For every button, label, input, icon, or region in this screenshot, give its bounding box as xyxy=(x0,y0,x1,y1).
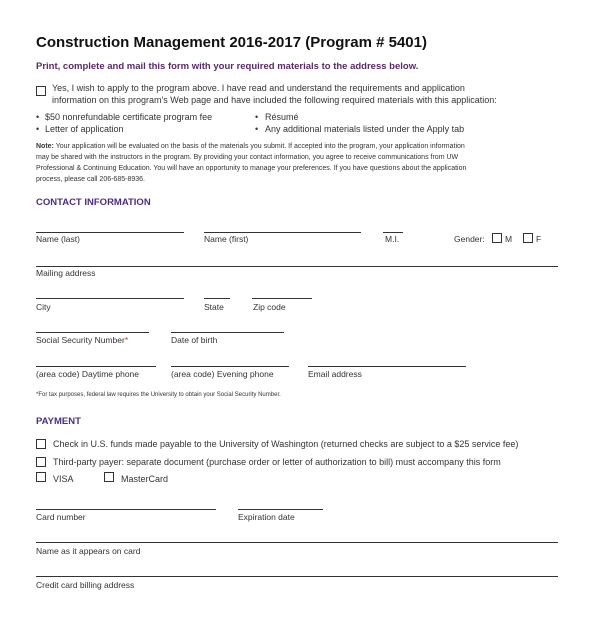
mi-label: M.I. xyxy=(385,234,400,244)
gender-m-label: M xyxy=(505,234,513,244)
mailing-address-label: Mailing address xyxy=(36,268,96,278)
note-line2: may be shared with the instructors in the program. By providing your contact information, you agree to receive communications from UW xyxy=(36,154,459,161)
expiration-label: Expiration date xyxy=(238,512,295,522)
billing-address-label: Credit card billing address xyxy=(36,580,135,590)
tax-note: *For tax purposes, federal law requires the University to obtain your Social Security Number. xyxy=(36,392,281,398)
zip-label: Zip code xyxy=(253,302,286,312)
expiration-field[interactable] xyxy=(238,509,323,510)
bullet-icon: • xyxy=(255,124,259,134)
ssn-label-text: Social Security Number xyxy=(36,335,125,345)
note-line3: Professional & Continuing Education. You will have an opportunity to manage your preferences. If you have questions about the application xyxy=(36,165,467,172)
material-fee: $50 nonrefundable certificate program fee xyxy=(45,112,213,122)
card-number-field[interactable] xyxy=(36,509,216,510)
billing-address-field[interactable] xyxy=(36,576,558,577)
ssn-label xyxy=(36,335,128,345)
eve-phone-label: (area code) Evening phone xyxy=(171,369,274,379)
day-phone-field[interactable] xyxy=(36,366,156,367)
mi-field[interactable] xyxy=(383,232,403,233)
email-field[interactable] xyxy=(308,366,466,367)
gender-f-checkbox[interactable] xyxy=(523,233,533,243)
material-letter: Letter of application xyxy=(45,124,124,134)
mailing-address-field[interactable] xyxy=(36,266,558,267)
card-number-label: Card number xyxy=(36,512,86,522)
bullet-icon: • xyxy=(36,112,40,122)
gender-label: Gender: xyxy=(454,234,485,244)
form-subtitle: Print, complete and mail this form with your required materials to the address below. xyxy=(36,61,419,72)
apply-checkbox[interactable] xyxy=(36,86,46,96)
third-party-checkbox[interactable] xyxy=(36,457,46,467)
zip-field[interactable] xyxy=(252,298,312,299)
bullet-icon: • xyxy=(255,112,259,122)
ssn-field[interactable] xyxy=(36,332,149,333)
gender-f-label: F xyxy=(536,234,542,244)
name-first-field[interactable] xyxy=(204,232,361,233)
payment-heading: PAYMENT xyxy=(36,416,81,427)
day-phone-label: (area code) Daytime phone xyxy=(36,369,140,379)
check-checkbox[interactable] xyxy=(36,439,46,449)
third-party-label: Third-party payer: separate document (purchase order or letter of authorization to bill) must accompany this form xyxy=(53,457,501,467)
visa-checkbox[interactable] xyxy=(36,472,46,482)
name-last-label: Name (last) xyxy=(36,234,80,244)
name-first-label: Name (first) xyxy=(204,234,249,244)
name-on-card-label: Name as it appears on card xyxy=(36,546,141,556)
visa-label: VISA xyxy=(53,474,74,484)
state-field[interactable] xyxy=(204,298,230,299)
apply-text-line2: information on this program's Web page and have included the following required materials with this application: xyxy=(52,95,497,105)
name-last-field[interactable] xyxy=(36,232,184,233)
eve-phone-field[interactable] xyxy=(171,366,289,367)
note-text-1: Your application will be evaluated on the basis of the materials you submit. If accepted into the program, your application information xyxy=(55,143,465,150)
mastercard-label: MasterCard xyxy=(121,474,169,484)
check-label: Check in U.S. funds made payable to the University of Washington (returned checks are subject to a $25 service fee) xyxy=(53,439,519,449)
contact-heading: CONTACT INFORMATION xyxy=(36,197,151,208)
material-resume: Résumé xyxy=(265,112,299,122)
bullet-icon: • xyxy=(36,124,40,134)
ssn-asterisk: * xyxy=(124,335,129,345)
gender-m-checkbox[interactable] xyxy=(492,233,502,243)
apply-text-line1: Yes, I wish to apply to the program above. I have read and understand the requirements and application xyxy=(52,83,465,93)
note-label: Note: xyxy=(36,143,54,150)
email-label: Email address xyxy=(308,369,362,379)
form-title: Construction Management 2016-2017 (Program # 5401) xyxy=(36,34,427,51)
material-additional: Any additional materials listed under the Apply tab xyxy=(265,124,465,134)
city-label: City xyxy=(36,302,51,312)
dob-field[interactable] xyxy=(171,332,284,333)
state-label: State xyxy=(204,302,224,312)
city-field[interactable] xyxy=(36,298,184,299)
dob-label: Date of birth xyxy=(171,335,218,345)
mastercard-checkbox[interactable] xyxy=(104,472,114,482)
note-line1 xyxy=(36,141,465,152)
name-on-card-field[interactable] xyxy=(36,542,558,543)
note-line4: process, please call 206-685-8936. xyxy=(36,176,145,183)
